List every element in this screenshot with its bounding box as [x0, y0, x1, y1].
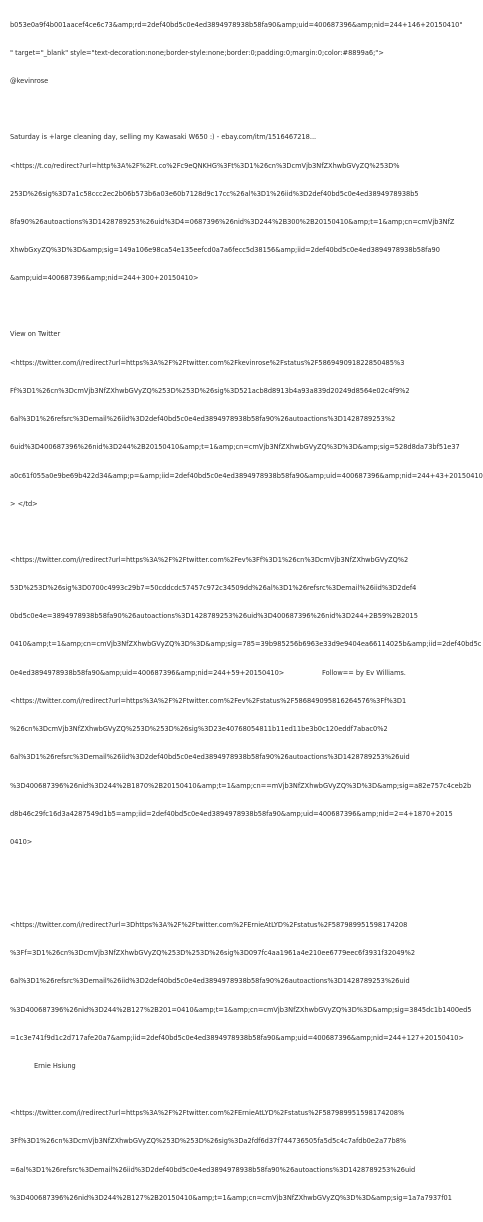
text-block-ernie-1 — [10, 902, 472, 1090]
redirect-url-line[interactable]: 6al%3D1%26refsrc%3Demail%26iid%3D2def40bd5c0e4ed3894978938b58fa90%26autoactions%3D1428789253%26uid — [10, 977, 410, 986]
redirect-url-line[interactable]: <https://twitter.com/i/redirect?url=3Dhttps%3A%2F%2Ftwitter.com%2FErnieAtLYD%2Fstatus%2F587989951598174208 — [10, 920, 408, 929]
redirect-url-line[interactable]: d8b46c29fc16d3a4287549d1b5=amp;iid=2def40bd5c0e4ed3894978938b58fa90&amp;uid=400687396&amp;nid=2=4+1870+2015 — [10, 809, 453, 818]
redirect-url-line[interactable]: %3Ff=3D1%26cn%3DcmVjb3NfZXhwbGVyZQ%253D%253D%26sig%3D097fc4aa1961a4e210ee6779eec6f3931f32049%2 — [10, 949, 416, 958]
redirect-url-line[interactable]: %3D400687396%26nid%3D244%2B127%2B20150410&amp;t=1&amp;cn=cmVjb3NfZXhwbGVyZQ%3D%3D&amp;sig=1a7a7937f01 — [10, 1193, 452, 1202]
redirect-url-line[interactable]: <https://t.co/redirect?url=http%3A%2F%2Ft.co%2Fc9eQNKHG%3Ft%3D1%26cn%3DcmVjb3NfZXhwbGVyZQ%253D% — [10, 161, 400, 170]
redirect-url-line[interactable]: =6al%3D1%26refsrc%3Demail%26iid%3D2def40bd5c0e4ed3894978938b58fa90%26autoactions%3D1428789253%26uid — [10, 1165, 416, 1174]
author-name[interactable]: Ernie Hsiung — [34, 1062, 76, 1071]
text-block-top — [10, 2, 463, 105]
text-block-ernie-2 — [10, 1090, 452, 1222]
text-line: > </td> — [10, 499, 38, 508]
redirect-url-line[interactable]: <https://twitter.com/i/redirect?url=https%3A%2F%2Ftwitter.com%2Fev%2Fstatus%2F586849095816264576%3Ff%3D1 — [10, 696, 407, 705]
text-block-view — [10, 312, 483, 528]
redirect-url-line[interactable]: &amp;uid=400687396&amp;nid=244+300+20150410> — [10, 274, 199, 283]
redirect-url-line[interactable]: 6al%3D1%26refsrc%3Demail%26iid%3D2def40bd5c0e4ed3894978938b58fa90%26autoactions%3D1428789253%2 — [10, 415, 396, 424]
redirect-url-line[interactable]: <https://twitter.com/i/redirect?url=https%3A%2F%2Ftwitter.com%2FErnieAtLYD%2Fstatus%2F587989951598174208% — [10, 1109, 405, 1118]
redirect-url-line[interactable]: 53D%253D%26sig%3D0700c4993c29b7=50cddcdc57457c972c34509dd%26al%3D1%26refsrc%3Demail%26iid%3D2def4 — [10, 583, 417, 592]
redirect-url-line[interactable]: a0c61f055a0e9be69b422d34&amp;p=&amp;iid=2def40bd5c0e4ed3894978938b58fa90&amp;uid=400687396&amp;nid=244+43+20150410 — [10, 471, 483, 480]
text-block-follow — [10, 537, 482, 866]
follow-line[interactable]: 0e4ed3894978938b58fa90&amp;uid=400687396&amp;nid=244+59+20150410> Follow== by Ev Williams. — [10, 668, 406, 677]
redirect-url-line[interactable]: %3D400687396%26nid%3D244%2B1870%2B20150410&amp;t=1&amp;cn==mVjb3NfZXhwbGVyZQ%3D%3D&amp;sig=a82e757c4ceb2b — [10, 781, 472, 790]
redirect-url-line[interactable]: 253D%26sig%3D7a1c58ccc2ec2b06b573b6a03e60b7128d9c17cc%26al%3D1%26iid%3D2def40bd5c0e4ed3894978938b5 — [10, 189, 419, 198]
text-line: " target="_blank" style="text-decoration:none;border-style:none;border:0;padding:0;margin:0;color:#8899a6;"> — [10, 49, 384, 58]
text-line: b053e0a9f4b001aacef4ce6c73&amp;rd=2def40bd5c0e4ed3894978938b58fa90&amp;uid=400687396&amp;nid=244+146+20150410" — [10, 20, 463, 29]
redirect-url-line[interactable]: <https://twitter.com/i/redirect?url=https%3A%2F%2Ftwitter.com%2Fev%3Ff%3D1%26cn%3DcmVjb3NfZXhwbGVyZQ%2 — [10, 555, 409, 564]
redirect-url-line[interactable]: 8fa90%26autoactions%3D1428789253%26uid%3D4=0687396%26nid%3D244%2B300%2B20150410&amp;t=1&amp;cn=cmVjb3NfZ — [10, 217, 455, 226]
redirect-url-line[interactable]: 0bd5c0e4e=3894978938b58fa90%26autoactions%3D1428789253%26uid%3D400687396%26nid%3D244+2B59%2B2015 — [10, 612, 418, 621]
redirect-url-line[interactable]: =1c3e741f9d1c2d717afe20a7&amp;iid=2def40bd5c0e4ed3894978938b58fa90&amp;uid=400687396&amp;nid=244+127+20150410> — [10, 1033, 464, 1042]
text-block-tweet — [10, 114, 455, 302]
text-line: 0410> — [10, 837, 33, 846]
redirect-url-line[interactable]: %26cn%3DcmVjb3NfZXhwbGVyZQ%253D%253D%26sig%3D23e40768054811b11ed11be3b0c120eddf7abac0%2 — [10, 725, 388, 734]
redirect-url-line[interactable]: XhwbGxyZQ%3D%3D&amp;sig=149a106e98ca54e135eefcd0a7a6fecc5d38156&amp;iid=2def40bd5c0e4ed3894978938b58fa90 — [10, 246, 440, 255]
redirect-url-line[interactable]: 0410&amp;t=1&amp;cn=cmVjb3NfZXhwbGVyZQ%3D%3D&amp;sig=785=39b985256b6963e33d9e9404ea66114025b&amp;iid=2def40bd5c — [10, 640, 482, 649]
view-on-twitter-link[interactable]: View on Twitter — [10, 330, 61, 339]
redirect-url-line[interactable]: <https://twitter.com/i/redirect?url=https%3A%2F%2Ftwitter.com%2Fkevinrose%2Fstatus%2F586949091822850485%3 — [10, 358, 405, 367]
handle-link[interactable]: @kevinrose — [10, 77, 49, 86]
redirect-url-line[interactable]: 3Ff%3D1%26cn%3DcmVjb3NfZXhwbGVyZQ%253D%253D%26sig%3Da2fdf6d37f744736505fa5d5c4c7afdb0e2a77b8% — [10, 1137, 407, 1146]
tweet-text: Saturday is +large cleaning day, selling my Kawasaki W650 :) - ebay.com/itm/1516467218... — [10, 133, 317, 142]
redirect-url-line[interactable]: Ff%3D1%26cn%3DcmVjb3NfZXhwbGVyZQ%253D%253D%26sig%3D521acb8d8913b4a93a839d20249d8564e02c4f9%2 — [10, 386, 410, 395]
redirect-url-line[interactable]: %3D400687396%26nid%3D244%2B127%2B201=0410&amp;t=1&amp;cn=cmVjb3NfZXhwbGVyZQ%3D%3D&amp;sig=3845dc1b1400ed5 — [10, 1005, 472, 1014]
redirect-url-line[interactable]: 6uid%3D400687396%26nid%3D244%2B20150410&amp;t=1&amp;cn=cmVjb3NfZXhwbGVyZQ%3D%3D&amp;sig=528d8da73bf51e37 — [10, 443, 460, 452]
redirect-url-line[interactable]: 6al%3D1%26refsrc%3Demail%26iid%3D2def40bd5c0e4ed3894978938b58fa90%26autoactions%3D1428789253%26uid — [10, 753, 410, 762]
